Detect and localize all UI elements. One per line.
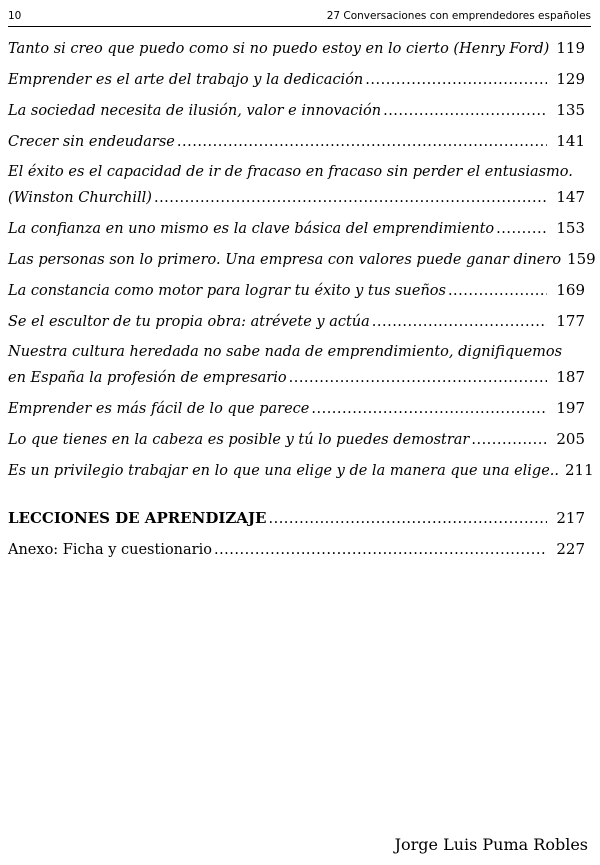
toc-entry-title: La constancia como motor para lograr tu éxito y tus sueños (8, 283, 446, 299)
table-of-contents (8, 36, 596, 563)
annex-title: Anexo: Ficha y cuestionario (8, 542, 212, 558)
dot-leader (365, 68, 547, 93)
dot-leader (177, 130, 547, 155)
toc-entry-title: Emprender es más fácil de lo que parece (8, 401, 310, 417)
toc-entry-page: 205 (556, 430, 585, 448)
section-page: 217 (556, 509, 585, 527)
toc-entry-page: 153 (556, 219, 585, 237)
toc-entry (8, 247, 596, 273)
dot-leader (268, 507, 547, 532)
section-title: LECCIONES DE APRENDIZAJE (8, 509, 267, 527)
toc-entry (8, 340, 585, 391)
dot-leader (311, 397, 547, 422)
toc-entry (8, 216, 585, 242)
toc-entry (8, 36, 585, 62)
toc-entry (8, 98, 585, 124)
dot-leader (289, 366, 547, 391)
book-title: 27 Conversaciones con emprendedores españoles (326, 10, 591, 22)
annex-page: 227 (556, 540, 585, 558)
toc-entry-title: Crecer sin endeudarse (8, 134, 175, 150)
toc-entry (8, 427, 585, 453)
toc-entry-page: 177 (556, 312, 585, 330)
toc-entry-title: La confianza en uno mismo es la clave básica del emprendimiento (8, 221, 495, 237)
page-number: 10 (8, 10, 22, 22)
toc-entry-page: 197 (556, 399, 585, 417)
toc-entry (8, 458, 594, 484)
toc-entry-page: 159 (567, 250, 596, 268)
dot-leader (372, 310, 547, 335)
toc-entry-page: 119 (556, 39, 585, 57)
toc-entry-page: 135 (556, 101, 585, 119)
toc-entry-title: Se el escultor de tu propia obra: atrévete y actúa (8, 314, 370, 330)
dot-leader (496, 217, 547, 242)
toc-entry (8, 278, 585, 304)
toc-entry-title: Tanto si creo que puedo como si no puedo estoy en lo cierto (Henry Ford) (8, 41, 550, 57)
dot-leader (471, 428, 547, 453)
toc-section-entry (8, 506, 585, 532)
toc-entry-page: 211 (565, 461, 594, 479)
toc-entry-title: Las personas son lo primero. Una empresa con valores puede ganar dinero (8, 252, 562, 268)
dot-leader (448, 279, 547, 304)
toc-entry-page: 129 (556, 70, 585, 88)
toc-entry-title: (Winston Churchill) (8, 190, 152, 206)
toc-entry (8, 396, 585, 422)
dot-leader (383, 99, 547, 124)
toc-entry (8, 160, 585, 211)
toc-entry (8, 67, 585, 93)
dot-leader (154, 186, 547, 211)
toc-entry (8, 129, 585, 155)
toc-entry-title: La sociedad necesita de ilusión, valor e innovación (8, 103, 382, 119)
toc-entry-page: 187 (556, 368, 585, 386)
toc-entry-page: 141 (556, 132, 585, 150)
toc-annex-entry (8, 537, 585, 563)
author-name: Jorge Luis Puma Robles (394, 835, 588, 854)
running-header (8, 8, 591, 27)
toc-entry-page: 169 (556, 281, 585, 299)
toc-entry-page: 147 (556, 188, 585, 206)
dot-leader (214, 538, 547, 563)
toc-entry-title: en España la profesión de empresario (8, 370, 287, 386)
toc-entry-title: Emprender es el arte del trabajo y la dedicación (8, 72, 364, 88)
toc-entry (8, 309, 585, 335)
toc-entry-title-line1: El éxito es el capacidad de ir de fracaso en fracaso sin perder el entusiasmo. (8, 164, 573, 180)
toc-entry-title: Lo que tienes en la cabeza es posible y tú lo puedes demostrar (8, 432, 470, 448)
toc-entry-title: Es un privilegio trabajar en lo que una elige y de la manera que una elige.. (8, 463, 560, 479)
toc-entry-title-line1: Nuestra cultura heredada no sabe nada de emprendimiento, dignifiquemos (8, 344, 563, 360)
